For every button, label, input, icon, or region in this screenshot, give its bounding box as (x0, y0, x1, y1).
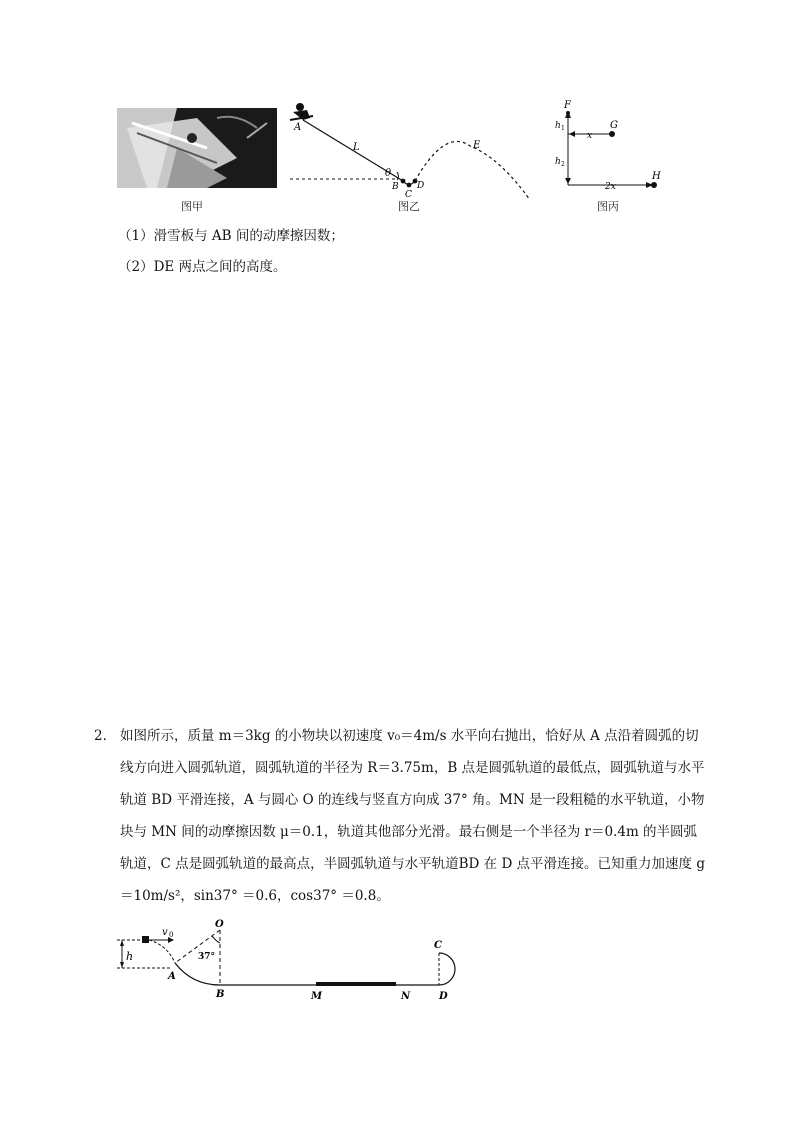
label-2x: 2x (605, 182, 616, 192)
label-x: x (587, 131, 593, 141)
q2-number: 2. (94, 728, 107, 744)
label-G: G (610, 120, 618, 131)
q1-sub2: （2）DE 两点之间的高度。 (118, 259, 287, 275)
label-H: H (652, 171, 661, 182)
label-D: D (439, 991, 448, 1002)
label-B: B (216, 989, 225, 1000)
label-A: A (294, 122, 302, 133)
figure-bing-diagram (550, 98, 670, 198)
label-h: h (126, 950, 134, 963)
rough-section-mn (316, 982, 396, 986)
caption-bing: 图丙 (597, 200, 619, 213)
label-v0: v (162, 927, 168, 938)
figure-yi-diagram (285, 98, 545, 203)
label-N: N (401, 991, 411, 1002)
label-h2-sub: 2 (561, 161, 565, 168)
label-h1: h (555, 121, 561, 131)
label-F: F (564, 100, 571, 111)
label-v0-sub: 0 (169, 931, 174, 939)
q2-text: 如图所示，质量 m＝3kg 的小物块以初速度 v₀＝4m/s 水平向右抛出，恰好从 A 点沿着圆弧的切线方向进入圆弧轨道，圆弧轨道的半径为 R＝3.75m，B 点是圆弧轨道的最低点，圆弧轨道与水平轨道 BD 平滑连接，A 与圆心 O 的连线与竖直方向成 37° 角。MN 是一段粗糙的水平轨道，小物块与 MN 间的动摩擦因数 μ＝0.1，轨道其他部分光滑。最右侧是一个半径为 r＝0.4m 的半圆弧轨道，C 点是圆弧轨道的最高点，半圆弧轨道与水平轨道BD 在 D 点平滑连接。已知重力加速度 g＝10m/s²，sin37° ＝0.6，cos37° ＝0.8。 (120, 728, 705, 904)
skier-icon (290, 103, 313, 120)
q2-diagram (112, 915, 467, 1005)
label-O: O (215, 919, 224, 930)
label-theta: θ (385, 168, 392, 179)
figure-jia-photo (117, 108, 277, 188)
label-C: C (434, 940, 442, 951)
label-h1-sub: 1 (561, 125, 565, 132)
label-E: E (473, 140, 481, 151)
label-L: L (353, 142, 360, 153)
label-h2: h (555, 157, 561, 167)
label-A: A (168, 971, 176, 982)
label-angle: 37° (198, 952, 216, 962)
label-M: M (311, 991, 323, 1002)
q1-sub1: （1）滑雪板与 AB 间的动摩擦因数； (118, 228, 344, 244)
caption-jia: 图甲 (181, 200, 203, 213)
label-B: B (392, 182, 399, 192)
block-icon (142, 936, 149, 943)
caption-yi: 图乙 (398, 200, 420, 213)
label-C: C (405, 190, 412, 200)
label-D: D (417, 181, 425, 191)
